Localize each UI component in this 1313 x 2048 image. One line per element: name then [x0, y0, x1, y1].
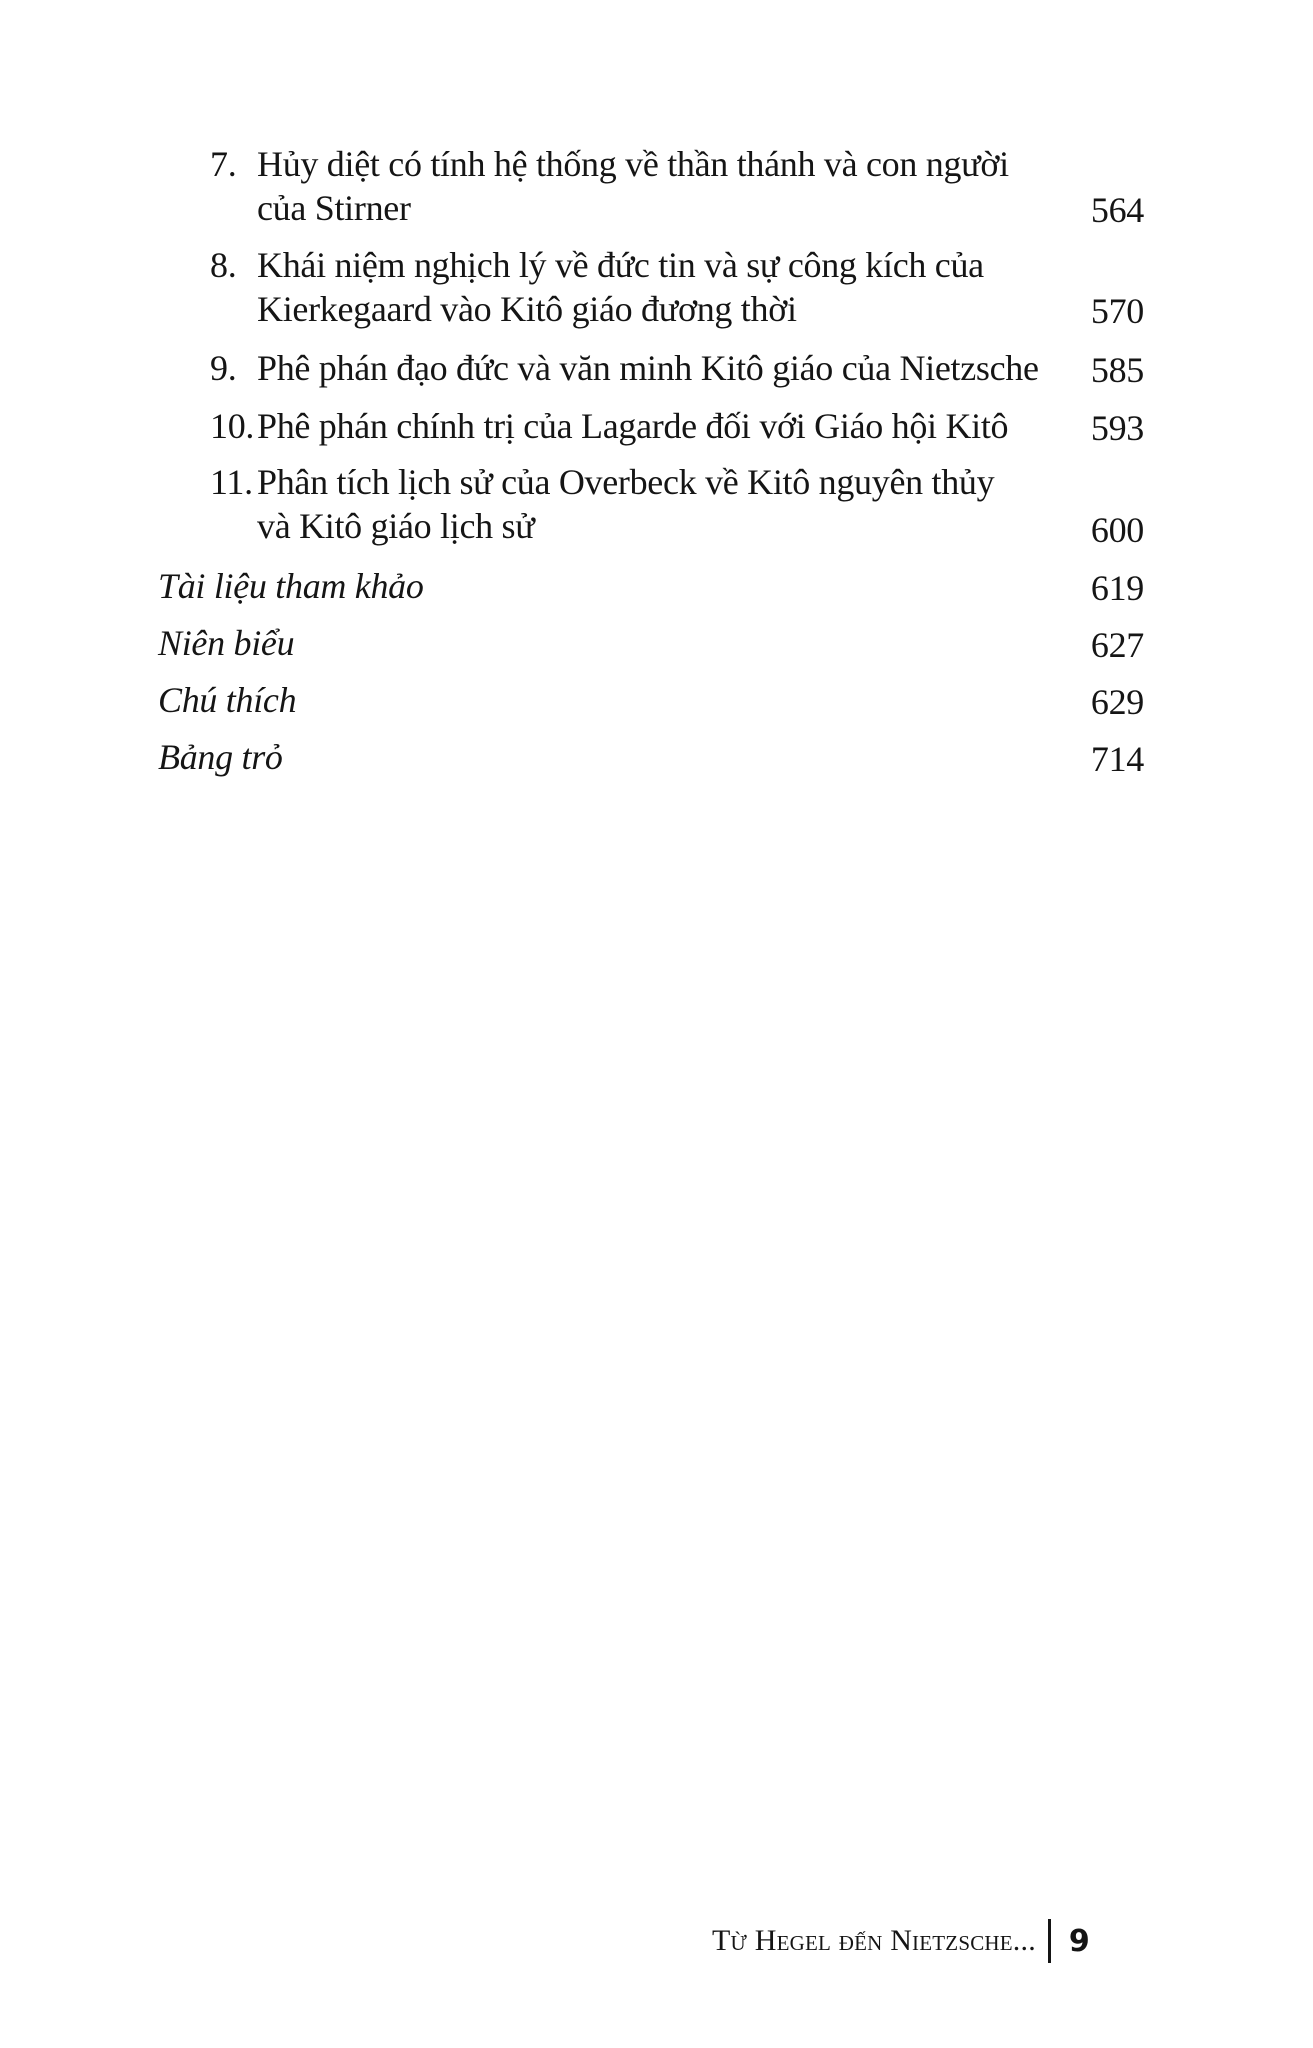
page-footer [712, 1918, 1090, 1964]
toc-entry [0, 142, 1313, 230]
toc-section-page: 627 [1090, 625, 1144, 665]
toc-section [0, 621, 1313, 665]
toc-entry-title-line: Phê phán đạo đức và văn minh Kitô giáo của Nietzsche [257, 348, 1039, 388]
toc-section [0, 735, 1313, 779]
footer-divider [1048, 1919, 1051, 1963]
toc-section-page: 714 [1090, 739, 1144, 779]
toc-entry-title-line: Kierkegaard vào Kitô giáo đương thời [257, 289, 797, 329]
toc-entry-page: 600 [1090, 510, 1144, 550]
toc-section-page: 629 [1090, 682, 1144, 722]
toc-entry-number: 11. [210, 462, 253, 502]
toc-entry-number: 7. [210, 144, 237, 184]
toc-section-title: Chú thích [158, 680, 297, 720]
toc-entry-title-line: và Kitô giáo lịch sử [257, 506, 535, 546]
toc-entry-number: 9. [210, 348, 237, 388]
toc-entry-title-line: Phân tích lịch sử của Overbeck về Kitô nguyên thủy [257, 462, 995, 502]
page-number: 9 [1068, 1923, 1090, 1959]
toc-section-title: Niên biểu [158, 623, 295, 663]
toc-entry-page: 585 [1090, 350, 1144, 390]
toc-entry-number: 10. [210, 406, 255, 446]
toc-entry-title-line: Hủy diệt có tính hệ thống về thần thánh và con người [257, 144, 1009, 184]
toc-entry-page: 593 [1090, 408, 1144, 448]
toc-entry-title-line: của Stirner [257, 188, 411, 228]
toc-entry [0, 404, 1313, 448]
toc-section-title: Tài liệu tham khảo [158, 566, 424, 606]
toc-entry-title-line: Khái niệm nghịch lý về đức tin và sự công kích của [257, 245, 984, 285]
toc-section-title: Bảng trỏ [158, 737, 283, 777]
toc-section [0, 564, 1313, 608]
toc-entry [0, 460, 1313, 548]
running-title: Từ Hegel đến Nietzsche... [712, 1924, 1036, 1957]
toc-entry [0, 346, 1313, 390]
toc-entry-title-line: Phê phán chính trị của Lagarde đối với Giáo hội Kitô [257, 406, 1009, 446]
toc-section [0, 678, 1313, 722]
toc-entry-page: 564 [1090, 190, 1144, 230]
toc-entry [0, 243, 1313, 331]
toc-entry-number: 8. [210, 245, 237, 285]
toc-entry-page: 570 [1090, 291, 1144, 331]
toc-section-page: 619 [1090, 568, 1144, 608]
